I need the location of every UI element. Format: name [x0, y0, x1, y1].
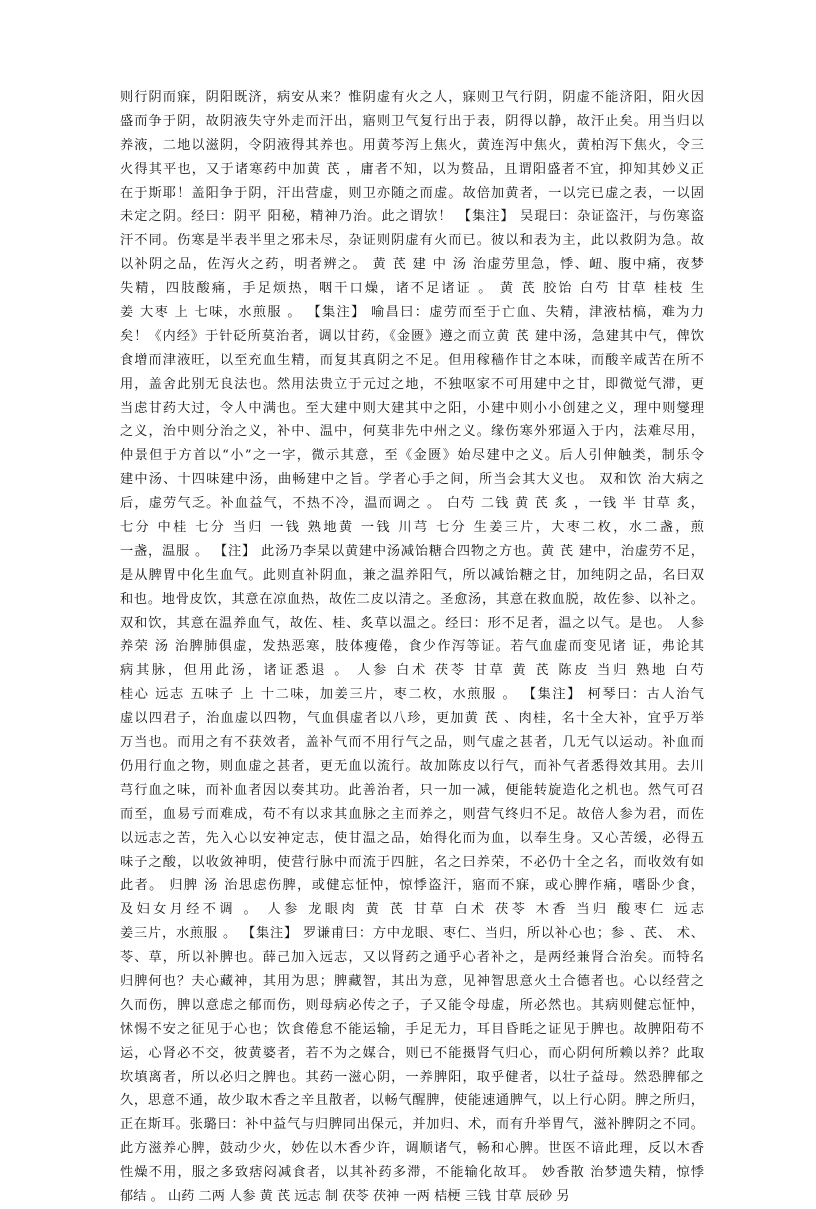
text-line: 而至，血易亏而难成，苟不有以求其血脉之主而养之，则营气终归不足。故倍人参为君，而佐 — [120, 806, 704, 822]
text-line: 归脾何也？夫心藏神，其用为思；脾藏智，其出为意，见神智思意火土合德者也。心以经营之 — [120, 973, 704, 989]
text-line: 芎行血之味，而补血者因以奏其功。此善治者，只一加一减，便能转旋造化之机也。然气可召 — [120, 782, 704, 798]
text-line: 汗不同。伤寒是半表半里之邪未尽，杂证则阴虚有火而已。彼以和表为主，此以救阴为急。故 — [120, 233, 704, 249]
text-line: 一盏，温服 。 【注】 此汤乃李杲以黄建中汤减饴糖合四物之方也。黄 芪 建中，治虚劳不足， — [120, 543, 704, 559]
text-line: 是从脾胃中化生血气。此则直补阴血，兼之温养阳气，所以减饴糖之甘，加纯阴之品，名曰双 — [120, 567, 704, 583]
text-line: 则行阴而寐，阴阳既济，病安从来？惟阴虚有火之人，寐则卫气行阴，阴虚不能济阳，阳火因 — [120, 90, 704, 105]
document-body — [120, 86, 704, 1209]
text-line: 用，盖舍此别无良法也。然用法贵立于元过之地，不独呕家不可用建中之甘，即微觉气滞，更 — [120, 376, 704, 392]
text-line: 后，虚劳气乏。补血益气，不热不冷，温而调之 。 白芍 二钱 黄 芪 炙 ，一钱 半 甘草 炙， — [120, 496, 704, 512]
text-line: 双和饮，其意在温养血气，故佐、桂、炙草以温之。经曰：形不足者，温之以气。是也。 人参 — [120, 615, 704, 631]
text-line: 在于斯耶！盖阳争于阴，汗出营虚，则卫亦随之而虚。故倍加黄者，一以完已虚之表，一以固 — [120, 185, 704, 201]
text-line: 盛而争于阴，故阴液失守外走而汗出，寤则卫气复行出于表，阴得以静，故汗止矣。用当归以 — [120, 113, 704, 129]
text-line: 和也。地骨皮饮，其意在凉血热，故佐二皮以清之。圣愈汤，其意在救血脱，故佐参、以补之。 — [120, 591, 704, 607]
text-line: 怵惕不安之征见于心也；饮食倦怠不能运输，手足无力，耳目昏眊之证见于脾也。故脾阳苟不 — [120, 1021, 704, 1037]
text-line: 仍用行血之物，则血虚之甚者，更无血以流行。故加陈皮以行气，而补气者悉得效其用。去川 — [120, 758, 704, 774]
text-line: 火得其平也，又于诸寒药中加黄 芪 ，庸者不知，以为赘品，且谓阳盛者不宜，抑知其妙义正 — [120, 161, 704, 177]
text-line: 未定之阴。经曰：阴平 阳秘，精神乃治。此之谓欤！ 【集注】 吴琨曰：杂证盗汗，与伤寒盗 — [120, 209, 704, 225]
text-line: 以远志之苦，先入心以安神定志，使甘温之品，始得化而为血，以奉生身。又心苦缓，必得五 — [120, 830, 704, 846]
text-line: 养荣 汤 治脾肺俱虚，发热恶寒，肢体瘦倦，食少作泻等证。若气血虚而变见诸 证，弗论其 — [120, 639, 704, 655]
text-line: 姜 大枣 上 七味，水煎服 。 【集注】 喻昌曰：虚劳而至于亡血、失精，津液枯槁，难为力 — [120, 305, 704, 321]
text-line: 万当也。而用之有不获效者，盖补气而不用行气之品，则气虚之甚者，几无气以运动。补血而 — [120, 735, 704, 751]
text-line: 之义，治中则分治之义，补中、温中，何莫非先中州之义。缘伤寒外邪逼入于内，法难尽用， — [120, 424, 704, 440]
text-line: 矣！《内经》于针砭所莫治者，调以甘药，《金匮》遵之而立黄 芪 建中汤，急建其中气，俾饮 — [120, 328, 704, 344]
text-line: 食增而津液旺，以至充血生精，而复其真阴之不足。但用稼穑作甘之本味，而酸辛咸苦在所不 — [120, 352, 704, 368]
text-line: 仲景但于方首以“小”之一字，微示其意，至《金匮》始尽建中之义。后人引伸触类，制乐令 — [120, 448, 704, 464]
text-line: 建中汤、十四味建中汤，曲畅建中之旨。学者心手之间，所当会其大义也。 双和饮 治大病之 — [120, 472, 704, 488]
text-line: 虚以四君子，治血虚以四物，气血俱虚者以八珍，更加黄 芪 、肉桂，名十全大补，宜乎万举 — [120, 711, 704, 727]
text-line: 病其脉，但用此汤，诸证悉退 。 人参 白术 茯苓 甘草 黄 芪 陈皮 当归 熟地 白芍 — [120, 663, 704, 679]
text-line: 失精，四肢酸痛，手足烦热，咽干口燥，诸不足诸证 。 黄 芪 胶饴 白芍 甘草 桂枝 生 — [120, 281, 704, 297]
text-line: 味子之酸，以收敛神明，使营行脉中而流于四脏，名之曰养荣，不必仍十全之名，而收效有如 — [120, 854, 704, 870]
text-line: 郁结 。 山药 二两 人参 黄 芪 远志 制 茯苓 茯神 一两 桔梗 三钱 甘草 辰砂 另 — [120, 1188, 570, 1204]
text-line: 久而伤，脾以意虑之郁而伤，则母病必传之子，子又能令母虚，所必然也。其病则健忘怔忡， — [120, 997, 704, 1013]
text-line: 运，心肾必不交，彼黄婆者，若不为之媒合，则已不能摄肾气归心，而心阴何所赖以养？此取 — [120, 1045, 704, 1061]
text-line: 苓、草，所以补脾也。薛己加入远志，又以肾药之通乎心者补之，是两经兼肾合治矣。而特名 — [120, 950, 704, 966]
text-line: 姜三片，水煎服 。 【集注】 罗谦甫曰：方中龙眼、枣仁、当归，所以补心也；参 、芪、 术、 — [120, 926, 704, 942]
text-line: 养液，二地以滋阴，令阴液得其养也。用黄芩泻上焦火，黄连泻中焦火，黄柏泻下焦火，令三 — [120, 137, 704, 153]
text-line: 久，思意不通，故少取木香之辛且散者，以畅气醒脾，使能速通脾气，以上行心阴。脾之所归， — [120, 1093, 704, 1109]
text-line: 性燥不用，服之多致痞闷减食者，以其补药多滞，不能输化故耳。 妙香散 治梦遗失精，惊悸 — [120, 1165, 704, 1181]
text-line: 桂心 远志 五味子 上 十二味，加姜三片，枣二枚，水煎服 。 【集注】 柯琴曰：古人治气 — [120, 687, 704, 703]
text-line: 以补阴之品，佐泻火之药，明者辨之。 黄 芪 建 中 汤 治虚劳里急，悸、衄、腹中痛，夜梦 — [120, 257, 704, 273]
text-line: 当虑甘药大过，令人中满也。至大建中则大建其中之阳，小建中则小小创建之义，理中则燮理 — [120, 400, 704, 416]
text-line: 此方滋养心脾，鼓动少火，妙佐以木香少许，调顺诸气，畅和心脾。世医不谙此理，反以木香 — [120, 1141, 704, 1157]
text-line: 坎填离者，所以必归之脾也。其药一滋心阴，一养脾阳，取乎健者，以壮子益母。然恐脾郁之 — [120, 1069, 704, 1085]
text-line: 七分 中桂 七分 当归 一钱 熟地黄 一钱 川芎 七分 生姜三片，大枣二枚，水二盏，煎 — [120, 520, 704, 536]
text-line: 此者。 归脾 汤 治思虑伤脾，或健忘怔忡，惊悸盗汗，寤而不寐，或心脾作痛，嗜卧少食， — [120, 878, 704, 894]
text-line: 正在斯耳。张璐曰：补中益气与归脾同出保元，并加归、术，而有升举胃气，滋补脾阴之不同。 — [120, 1117, 704, 1133]
text-line: 及妇女月经不调 。 人参 龙眼肉 黄 芪 甘草 白术 茯苓 木香 当归 酸枣仁 远志 — [120, 902, 704, 918]
